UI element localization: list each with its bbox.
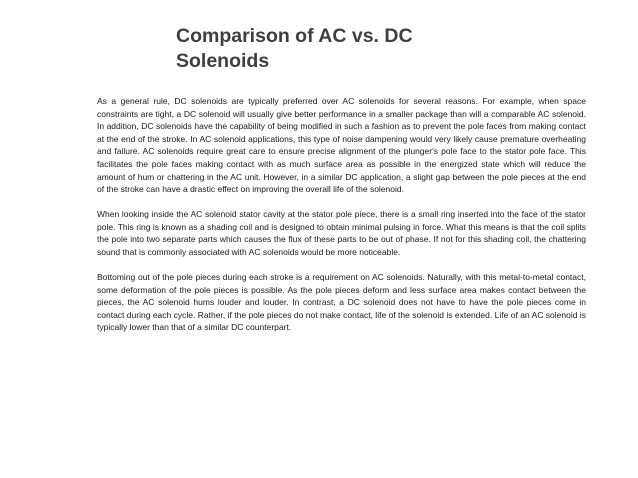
slide-title [176,24,476,74]
paragraph-3: Bottoming out of the pole pieces during each stroke is a requirement on AC solenoids. Naturally, with this metal-to-metal contact, some deformation of the pole pieces is possible. As the pole pieces deform and less surface area makes contact between the pieces, the AC solenoid hums louder and louder. In contrast, a DC solenoid does not have to have the pole pieces come in contact during each cycle. Rather, if the pole pieces do not make contact, life of the solenoid is extended. Life of an AC solenoid is typically lower than that of a similar DC counterpart. [97,271,586,333]
slide-title-line-2: Solenoids [176,50,270,72]
slide-title-line-1: Comparison of AC vs. DC [176,25,413,47]
paragraph-2: When looking inside the AC solenoid stator cavity at the stator pole piece, there is a small ring inserted into the face of the stator pole. This ring is known as a shading coil and is designed to obtain minimal pulsing in force. What this means is that the coil splits the pole into two separate parts which causes the flux of these parts to be out of phase. If not for this shading coil, the chattering sound that is commonly associated with AC solenoids would be more noticeable. [97,209,586,257]
slide-body [97,95,586,346]
paragraph-1: As a general rule, DC solenoids are typically preferred over AC solenoids for several reasons. For example, when space constraints are tight, a DC solenoid will usually give better performance in a smaller package than will a comparable AC solenoid. In addition, DC solenoids have the capability of being modified in such a fashion as to prevent the pole faces from making contact at the end of the stroke. In AC solenoid applications, this type of noise dampening would very likely cause premature overheating and failure. AC solenoids require great care to ensure precise alignment of the plunger's pole face to the stator pole face. This facilitates the pole faces making contact with as much surface area as possible in the energized state which will reduce the amount of hum or chattering in the AC unit. However, in a similar DC application, a slight gap between the pole pieces at the end of the stroke can have a drastic effect on improving the overall life of the solenoid. [97,96,586,195]
